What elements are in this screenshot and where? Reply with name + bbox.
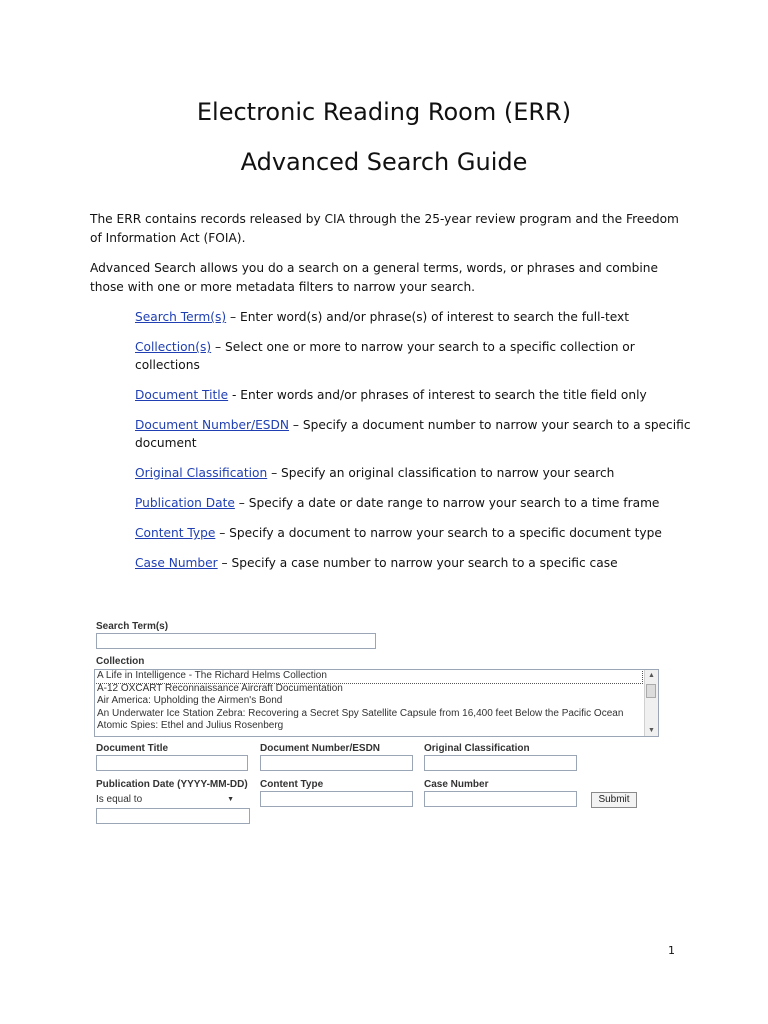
scroll-thumb[interactable] [646, 684, 656, 698]
collection-option[interactable]: Atomic Spies: Ethel and Julius Rosenberg [97, 720, 284, 731]
publication-date-link[interactable]: Publication Date [135, 496, 235, 510]
collection-option[interactable]: A Life in Intelligence - The Richard Helms Collection [95, 670, 642, 683]
field-guide-item [135, 524, 695, 542]
document-title-label: Document Title [96, 743, 169, 754]
page-title-line1: Electronic Reading Room (ERR) [196, 98, 572, 126]
scroll-up-icon[interactable]: ▲ [648, 672, 655, 679]
field-guide-item [135, 494, 695, 512]
field-description: – Specify a document number to narrow your search to a specific document [135, 418, 691, 450]
field-description: – Specify a date or date range to narrow your search to a time frame [234, 496, 660, 510]
field-description: - Enter words and/or phrases of interest to search the title field only [228, 388, 647, 402]
field-guide-item [135, 554, 695, 572]
collection-scrollbar[interactable] [644, 670, 658, 736]
field-description: – Specify a case number to narrow your search to a specific case [217, 556, 618, 570]
original-classification-link[interactable]: Original Classification [135, 466, 268, 480]
content-type-link[interactable]: Content Type [135, 526, 216, 540]
original-classification-label: Original Classification [424, 743, 530, 754]
page-title-line2: Advanced Search Guide [240, 148, 528, 176]
case-number-link[interactable]: Case Number [135, 556, 218, 570]
dropdown-caret-icon: ▼ [227, 796, 234, 803]
collection-option[interactable]: An Underwater Ice Station Zebra: Recovering a Secret Spy Satellite Capsule from 16,400 feet Below the Pacific Ocean [97, 707, 624, 719]
advanced-search-form [94, 618, 664, 828]
search-terms-label: Search Term(s) [96, 621, 169, 632]
collection-label: Collection [96, 656, 145, 667]
field-description: – Select one or more to narrow your search to a specific collection or collections [135, 340, 635, 372]
field-guide-item [135, 386, 695, 404]
intro-paragraph-1: The ERR contains records released by CIA through the 25-year review program and the Freedom of Information Act (FOIA). [90, 212, 679, 245]
collections-link[interactable]: Collection(s) [135, 340, 212, 354]
submit-button[interactable]: Submit [591, 792, 637, 808]
document-title-input[interactable] [96, 755, 248, 771]
field-guide-item [135, 308, 695, 326]
case-number-input[interactable] [424, 791, 577, 807]
content-type-label: Content Type [260, 779, 324, 790]
document-number-link[interactable]: Document Number/ESDN [135, 418, 290, 432]
publication-date-input[interactable] [96, 808, 250, 824]
scroll-down-icon[interactable]: ▼ [648, 727, 655, 734]
date-operator-value: Is equal to [96, 794, 143, 805]
collection-option[interactable]: Air America: Upholding the Airmen's Bond [97, 695, 283, 706]
field-description: – Enter word(s) and/or phrase(s) of interest to search the full-text [226, 310, 630, 324]
field-guide-item [135, 416, 695, 452]
field-guide-list [135, 308, 695, 584]
collection-option[interactable]: A-12 OXCART Reconnaissance Aircraft Documentation [97, 682, 343, 694]
search-terms-link[interactable]: Search Term(s) [135, 310, 227, 324]
document-title-link[interactable]: Document Title [135, 388, 229, 402]
field-description: – Specify a document to narrow your search to a specific document type [215, 526, 662, 540]
field-description: – Specify an original classification to narrow your search [267, 466, 615, 480]
date-operator-select[interactable] [96, 794, 246, 808]
content-type-input[interactable] [260, 791, 413, 807]
field-guide-item [135, 464, 695, 482]
document-number-input[interactable] [260, 755, 413, 771]
document-number-label: Document Number/ESDN [260, 743, 381, 754]
publication-date-label: Publication Date (YYYY-MM-DD) [96, 779, 248, 790]
case-number-label: Case Number [424, 779, 489, 790]
intro-paragraph-2: Advanced Search allows you do a search on a general terms, words, or phrases and combine those with one or more metadata filters to narrow your search. [90, 261, 658, 294]
field-guide-item [135, 338, 695, 374]
original-classification-input[interactable] [424, 755, 577, 771]
search-terms-input[interactable] [96, 633, 376, 649]
page-number: 1 [668, 944, 675, 957]
collection-listbox[interactable] [94, 669, 659, 737]
